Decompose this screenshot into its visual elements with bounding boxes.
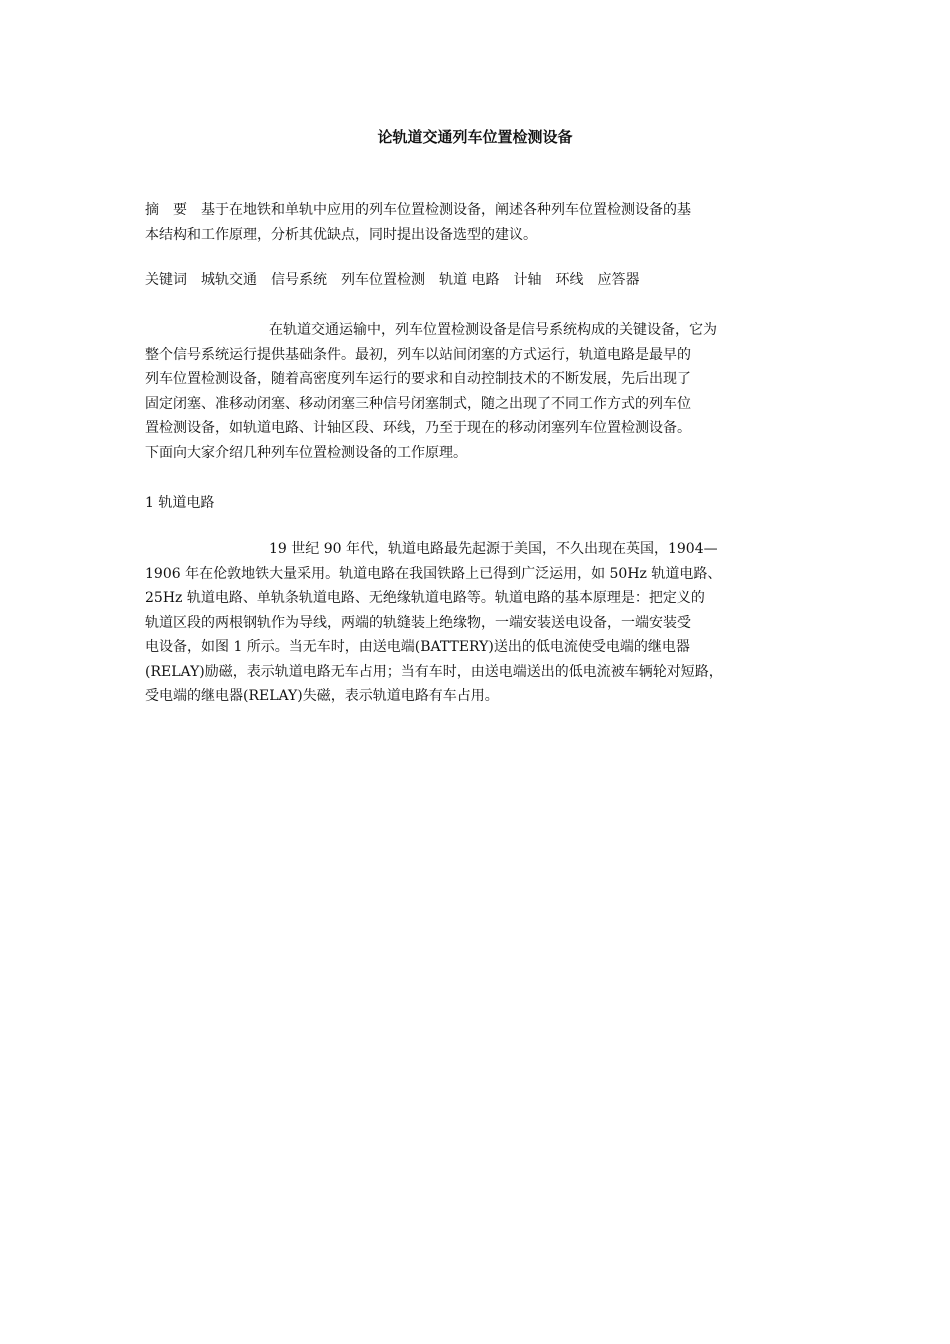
abstract-line: 本结构和工作原理，分析其优缺点，同时提出设备选型的建议。 <box>145 226 537 243</box>
intro-line: 固定闭塞、准移动闭塞、移动闭塞三种信号闭塞制式，随之出现了不同工作方式的列车位 <box>145 395 691 412</box>
section-1-line: 受电端的继电器(RELAY)失磁，表示轨道电路有车占用。 <box>145 688 499 704</box>
intro-line: 整个信号系统运行提供基础条件。最初，列车以站间闭塞的方式运行，轨道电路是最早的 <box>145 346 691 363</box>
section-1-line: 1906 年在伦敦地铁大量采用。轨道电路在我国铁路上已得到广泛运用，如 50Hz 轨道电路、 <box>145 565 722 582</box>
section-1-line: 25Hz 轨道电路、单轨条轨道电路、无绝缘轨道电路等。轨道电路的基本原理是：把定义的 <box>145 590 705 606</box>
section-1-line: 轨道区段的两根钢轨作为导线，两端的轨缝装上绝缘物，一端安装送电设备，一端安装受 <box>145 614 691 631</box>
intro-line: 列车位置检测设备，随着高密度列车运行的要求和自动控制技术的不断发展，先后出现了 <box>145 371 691 387</box>
section-1-line: (RELAY)励磁，表示轨道电路无车占用；当有车时，由送电端送出的低电流被车辆轮对短路， <box>145 663 723 680</box>
abstract-line: 摘 要 基于在地铁和单轨中应用的列车位置检测设备，阐述各种列车位置检测设备的基 <box>145 202 691 218</box>
intro-paragraph <box>145 318 825 465</box>
section-1-line: 电设备，如图 1 所示。当无车时，由送电端(BATTERY)送出的低电流使受电端的继电器 <box>145 639 690 655</box>
document-title: 论轨道交通列车位置检测设备 <box>377 128 573 146</box>
section-1-line: 19 世纪 90 年代，轨道电路最先起源于美国，不久出现在英国，1904— <box>269 541 718 557</box>
intro-line: 置检测设备，如轨道电路、计轴区段、环线，乃至于现在的移动闭塞列车位置检测设备。 <box>145 420 691 436</box>
abstract-paragraph <box>145 198 825 247</box>
section-heading <box>145 491 825 516</box>
intro-line: 在轨道交通运输中，列车位置检测设备是信号系统构成的关键设备，它为 <box>269 322 717 338</box>
keywords-line <box>145 268 825 293</box>
section-1-heading: 1 轨道电路 <box>145 495 215 511</box>
intro-line: 下面向大家介绍几种列车位置检测设备的工作原理。 <box>145 444 467 461</box>
keywords-text: 关键词 城轨交通 信号系统 列车位置检测 轨道 电路 计轴 环线 应答器 <box>145 272 640 288</box>
section-1-paragraph <box>145 537 825 709</box>
